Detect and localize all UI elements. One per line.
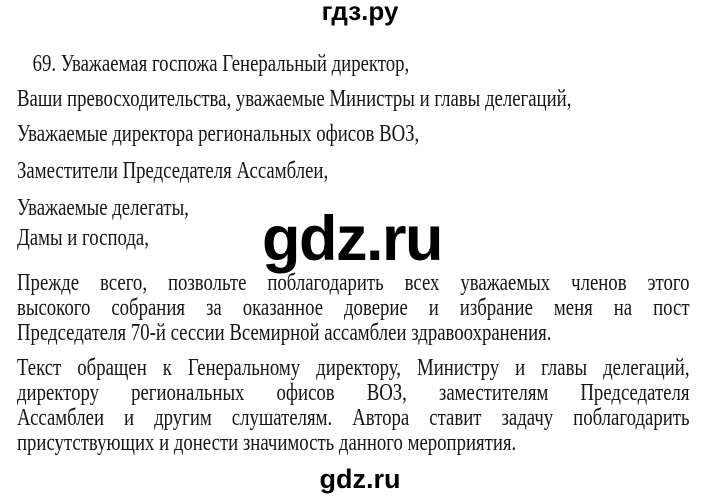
- paragraph-line: высокого собрания за оказанное доверие и избрание меня на пост: [17, 295, 690, 321]
- greeting-line: Заместители Председателя Ассамблеи,: [17, 158, 329, 184]
- speech-paragraph: [17, 271, 690, 346]
- gdz-watermark-logo: gdz.ru: [262, 204, 442, 274]
- site-logo-header: гдз.ру: [321, 0, 399, 26]
- paragraph-line: директору региональных офисов ВОЗ, заместителям Председателя: [17, 380, 690, 406]
- greeting-line: Уважаемые делегаты,: [17, 195, 189, 221]
- answer-number-line: 69. Уважаемая госпожа Генеральный директор,: [32, 51, 410, 77]
- paragraph-last-line: Председателя 70-й сессии Всемирной ассамблеи здравоохранения.: [17, 320, 552, 346]
- paragraph-line: Прежде всего, позвольте поблагодарить всех уважаемых членов этого: [17, 270, 690, 296]
- summary-paragraph: [17, 356, 690, 456]
- paragraph-last-line: присутствующих и донести значимость данного мероприятия.: [17, 430, 517, 456]
- greeting-line: Дамы и господа,: [17, 225, 149, 251]
- greeting-line: Уважаемые директора региональных офисов ВОЗ,: [17, 121, 420, 147]
- greeting-line: Ваши превосходительства, уважаемые Министры и главы делегаций,: [17, 86, 572, 112]
- site-logo-footer: gdz.ru: [319, 464, 401, 494]
- paragraph-line: Текст обращен к Генеральному директору, Министру и главы делегаций,: [17, 355, 690, 381]
- paragraph-line: Ассамблеи и другим слушателям. Автора ставит задачу поблагодарить: [17, 405, 690, 431]
